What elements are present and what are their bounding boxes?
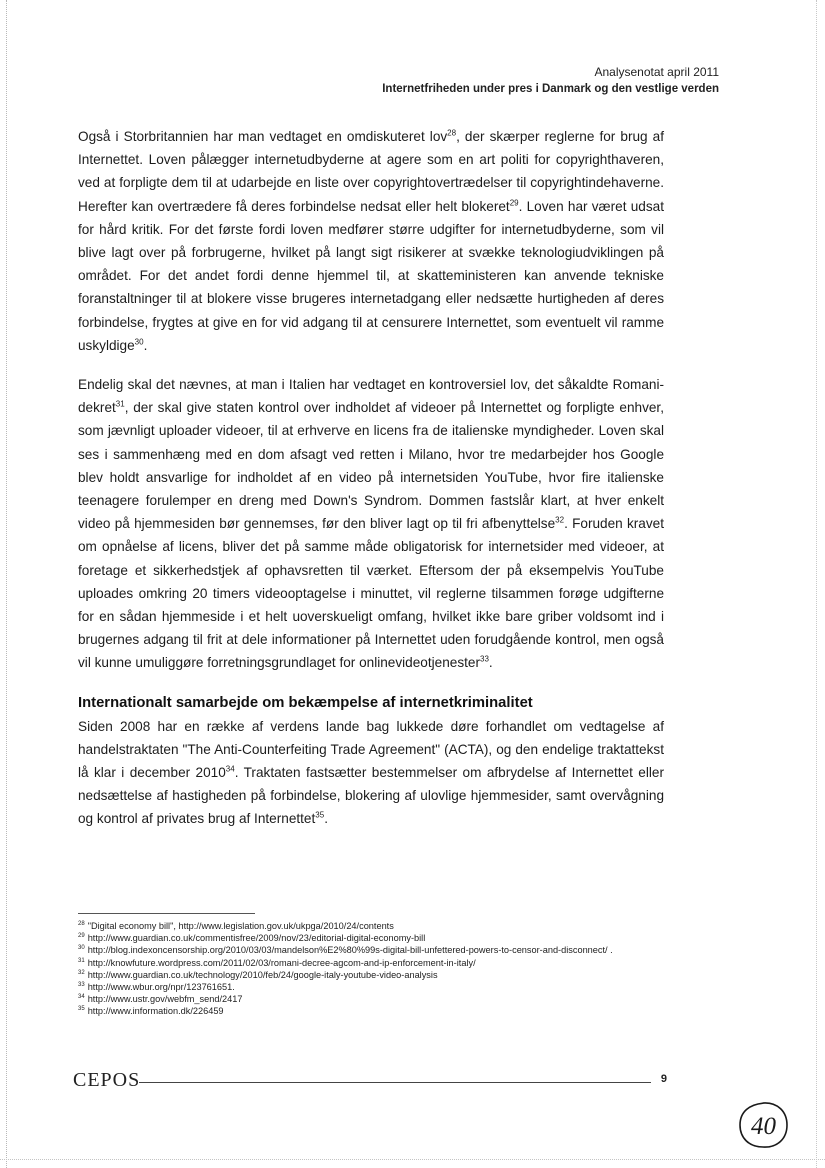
stamp-number: 40 (751, 1113, 776, 1140)
footnote-number: 34 (78, 994, 85, 1001)
footnote-ref-32[interactable]: 32 (555, 515, 565, 525)
footnote-ref-34[interactable]: 34 (225, 764, 235, 774)
footnote-number: 30 (78, 945, 85, 952)
footnotes (78, 920, 678, 1018)
main-text (78, 125, 664, 831)
text-span: . (488, 655, 493, 671)
header-date: Analysenotat april 2011 (594, 65, 719, 79)
footnote-number: 35 (78, 1006, 85, 1013)
footnote-ref-35[interactable]: 35 (315, 810, 325, 820)
footnote-ref-31[interactable]: 31 (115, 399, 125, 409)
footnote-link[interactable]: http://www.information.dk/226459 (87, 1006, 224, 1017)
text-span: Endelig skal det nævnes, at man i Italien har vedtaget en kontroversiel lov, det såkaldte Romani-dekret (78, 377, 664, 416)
section-heading: Internationalt samarbejde om bekæmpelse af internetkriminalitet (78, 694, 533, 711)
footnote-item (78, 944, 678, 956)
footnote-item (78, 969, 678, 981)
footnote-item (78, 932, 678, 944)
page-footer (73, 1069, 667, 1093)
footnote-item (78, 957, 678, 969)
paragraph-acta (78, 715, 664, 831)
text-span: . Foruden kravet om opnåelse af licens, bliver det på samme måde obligatorisk for internetsider med videoer, at foretage et sikkerhedstjek af ophavsretten til værket. Eftersom der på eksempelvis YouTube uploades omkring 20 timers videooptagelse i minuttet, vil reglerne tilsammen forøge udgifterne for en sådan hjemmeside i et helt uoverskueligt omfang, hvilket ikke bare griber voldsomt ind i brugernes adgang til frit at dele informationer på Internettet uden forudgående kontrol, men også vil kunne umuliggøre forretningsgrundlaget for onlinevideotjenester (78, 516, 664, 671)
footnote-number: 32 (78, 969, 85, 976)
footnote-ref-30[interactable]: 30 (134, 337, 144, 347)
footnote-link[interactable]: http://knowfuture.wordpress.com/2011/02/03/romani-decree-agcom-and-ip-enforcement-in-italy/ (87, 957, 476, 968)
page-header (382, 64, 719, 98)
footnote-ref-33[interactable]: 33 (480, 654, 489, 664)
footnote-link[interactable]: http://blog.indexoncensorship.org/2010/03/03/mandelson%E2%80%99s-digital-bill-unfettered-powers-to-censor-and-disconnect/ . (87, 945, 613, 956)
footnote-number: 31 (78, 957, 85, 964)
footer-brand-logo: CEPOS (73, 1069, 141, 1091)
footnote-ref-29[interactable]: 29 (509, 198, 519, 208)
footer-rule (139, 1082, 651, 1083)
footnote-item (78, 993, 678, 1005)
footnote-number: 33 (78, 981, 85, 988)
footnote-number: 29 (78, 933, 85, 940)
footnote-number: 28 (78, 920, 85, 927)
footnote-ref-28[interactable]: 28 (447, 128, 457, 138)
footnote-link[interactable]: http://www.guardian.co.uk/technology/2010/feb/24/google-italy-youtube-video-analysis (87, 969, 438, 980)
footnote-item (78, 981, 678, 993)
paragraph-uk-law (78, 125, 664, 357)
footnote-link[interactable]: "Digital economy bill", http://www.legislation.gov.uk/ukpga/2010/24/contents (87, 921, 394, 931)
text-span: , der skal give staten kontrol over indholdet af videoer på Internettet og forpligte enhver, som jævnligt uploader videoer, til at erhverve en licens fra de italienske myndigheder. Loven skal ses i sammenhæng med en dom afsagt ved retten i Milano, hvor tre medarbejder hos Google blev holdt ansvarlige for indholdet af en video på internetsiden YouTube, hvor fire italienske teenagere forulemper en dreng med Down's Syndrom. Dommen fastslår klart, at hver enkelt video på hjemmesiden bør gennemses, før den bliver lagt op til fri afbenyttelse (78, 400, 664, 532)
page-number: 9 (660, 1073, 667, 1085)
scan-edge-left (6, 0, 7, 1168)
footnote-link[interactable]: http://www.ustr.gov/webfm_send/2417 (87, 994, 243, 1005)
footnote-item (78, 920, 678, 932)
footnote-item (78, 1005, 678, 1017)
text-span: . Traktaten fastsætter bestemmelser om afbrydelse af Internettet eller nedsættelse af hastigheden på forbindelse, blokering af ulovlige hjemmesider, samt overvågning og kontrol af privates brug af Internettet (78, 765, 664, 827)
paragraph-italy-law (78, 373, 664, 675)
text-span: . (324, 811, 328, 827)
text-span: . Loven har været udsat for hård kritik. For det første fordi loven medfører større udgifter for internetudbyderne, som vil blive lagt over på forbrugerne, hvilket på langt sigt risikerer at svække teknologiudviklingen på området. For det andet fordi denne hjemmel til, at skatteministeren kan anvende tekniske foranstaltninger til at blokere visse brugeres internetadgang eller nedsætte hurtigheden af deres forbindelse, frygtes at give en for vid adgang til at censurere Internettet, som eventuelt vil ramme uskyldige (78, 198, 664, 353)
text-span: Også i Storbritannien har man vedtaget en omdiskuteret lov (78, 129, 448, 144)
scan-edge-bottom (0, 1159, 825, 1160)
header-title: Internetfriheden under pres i Danmark og den vestlige verden (382, 83, 719, 95)
text-span: , der skærper reglerne for brug af Internettet. Loven pålægger internetudbyderne at agere som en art politi for copyrighthaveren, ved at forpligte dem til at udarbejde en liste over copyrightovertrædelser til copyrightindehaverne. Herefter kan overtrædere få deres forbindelse nedsat eller helt blokeret (78, 129, 664, 214)
scan-edge-right (816, 0, 817, 1168)
handwritten-page-stamp (736, 1099, 791, 1151)
text-span: Siden 2008 har en række af verdens lande bag lukkede døre forhandlet om vedtagelse af handelstraktaten "The Anti-Counterfeiting Trade Agreement" (ACTA), og den endelige traktattekst lå klar i december 2010 (78, 718, 664, 781)
text-span: . (143, 337, 148, 353)
footnote-separator (78, 913, 255, 914)
footnote-link[interactable]: http://www.wbur.org/npr/123761651. (87, 982, 235, 993)
footnote-link[interactable]: http://www.guardian.co.uk/commentisfree/2009/nov/23/editorial-digital-economy-bill (87, 933, 426, 944)
